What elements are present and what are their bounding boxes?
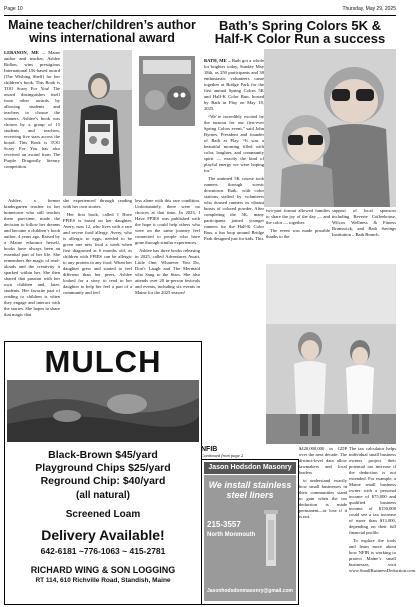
mulch-loam: Screened Loam <box>65 509 141 520</box>
masonry-phone: 215-3557 <box>207 520 241 529</box>
left-col-3: less alone with this rare condition. Unfortunately, there were no choices at that time. In 2023, I Have FPIES was published with the hope it could help others who were on the same journey feel connected to people who have gone through similar experiences. Ashlee has three books releasing in 2025, called Adventures Await, Little One; Whatever You Do, Don’t Laugh and The Mermaid who Sang to the Stars. She also attends over 20 in-person festivals and events, including six events in Maine for the 2025 season! <box>135 198 200 295</box>
nfib-headline: NFIB <box>201 446 218 453</box>
color-run-kids-photo <box>266 264 396 444</box>
left-headline: Maine teacher/children’s author wins international award <box>8 18 196 45</box>
header-rule <box>4 15 396 16</box>
left-col-1: LEBANON, ME – Maine author and teacher, Ashlee Ridlon, wins prestigious International UK-based award (The Wishing Shelf) for her children’s book, This Book is TOO Scary For You! The award distinguishes itself from other awards by allowing students and teachers to choose the winners. Ashlee’s book was chosen by a group of 15 students and teachers, receiving five stars across the board. This Book is TOO Scary For You has also received an award from The Purple Dragonfly literary competition. <box>4 50 60 169</box>
mulch-title: MULCH <box>44 344 162 379</box>
left-dateline: LEBANON, ME – <box>4 50 45 55</box>
author-photo <box>63 50 132 196</box>
mulch-note: (all natural) <box>76 490 130 501</box>
right-headline: Bath’s Spring Colors 5K & Half-K Color Run a success <box>214 18 386 46</box>
mulch-product-3: Reground Chip: $40/yard <box>40 475 166 487</box>
page-number: Page 10 <box>4 6 23 12</box>
right-col-3: support of local sponsors including Reverie Coffeehouse, Wilcox Wellness & Fitness Brunswick, and Bath Savings Institution – Bath Branch. <box>332 208 396 237</box>
mulch-photo <box>7 380 199 442</box>
left-col-2: she experienced through reading with her own stories. Her first book, called I Have FPIES is based on her daughter, Avery, now 12, who lives with a rare and severe food allergy. Avery, who is allergic to eggs, needed to be given one new food a week when first diagnosed at 6 months old, as children with FPIES can be allergic to any protein in any food. When her daughter grew and started to feel different than her peers, Ashlee looked for a story to read to her daughter to help her feel a part of a community and feel <box>63 198 132 295</box>
right-col-1: BATH, ME – Bath got a whole lot brighter today, Sunday May 18th, as 250 participants and 30 enthusiastic volunteers came together at Bridge Park for the first annual Spring Colors 5K and Half-K Color Run, hosted by Bath in Play on May 18, 2025. “We’re incredibly excited by the turnout for our first-ever Spring Colors event,” said John Byrnes, President and founder of Bath at Play. “It was a beautiful morning filled with color, laughter, and community spirit — exactly the kind of playful energy we were hoping for.” The untimed 5K course took runners through scenic downtown Bath, with color stations staffed by volunteers who doused runners in vibrant bursts of colored powder. After completing the 5K, many participants joined younger runners for the Half-K Color Run, a fun loop around Bridge Park designed just for kids. This <box>204 58 264 241</box>
masonry-title: Jason Hodsdon Masonry <box>204 462 296 474</box>
book-cover-photo <box>135 50 200 196</box>
chimney-liner-icon <box>260 510 282 570</box>
mulch-delivery: Delivery Available! <box>41 527 165 543</box>
issue-date: Thursday, May 29, 2025 <box>342 6 396 12</box>
nfib-col-3: The tax calculator helps individual small business owners project their potential tax increase if the deduction is not extended. For example, a Maine small business owner with a personal income of $75,000 and qualified business income of $150,000 could see a tax increase of more than $13,000, depending on their full financial profile. To explore the tools and learn more about how NFIB is working to protect Maine’s small businesses, visit www.SmallBusinessDeduction.com. <box>349 446 416 573</box>
mulch-address: RT 114, 610 Richville Road, Standish, Maine <box>35 577 171 584</box>
left-col-1-rest: Ashlee, a former kindergarten teacher in her hometown who still teaches there part-time, made the decision to follow her dreams and become a children’s book author, 4 years ago. Raised by a Maine educator herself, books have always been an essential part of her life. She remembers the magic of read-alouds and the creativity it sparked within her. She then shared that passion with her own children and, later, students. Her favorite part of reading to children is when they engage and interact with the stories. She hopes to share that magic that <box>4 198 60 317</box>
mulch-advertisement <box>4 341 202 605</box>
nfib-col-2: $420,000,000 in GDP over the next decade. The distinct-level data allow lawmakers and local leaders to understand exactly how small businesses in their communities stand to gain when the tax deduction is made permanent—or lose if it is not. <box>299 446 347 519</box>
mulch-product-2: Playground Chips $25/yard <box>35 462 171 474</box>
nfib-continued: Continued from page 2 <box>201 453 244 458</box>
masonry-email: Jasonhodsdonmasonry@gmail.com <box>206 588 293 594</box>
mulch-phones: 642-6181 ~776-1063 ~ 415-2781 <box>40 546 166 556</box>
masonry-tagline: We install stainless steel liners <box>208 480 292 500</box>
right-dateline: BATH, ME – <box>204 58 231 63</box>
masonry-location: North Monmouth <box>207 532 256 538</box>
masonry-advertisement <box>201 459 299 605</box>
mulch-product-1: Black-Brown $45/yard <box>48 449 158 461</box>
mulch-company: RICHARD WING & SON LOGGING <box>30 565 176 575</box>
right-col-2: two-part format allowed families to share the joy of the day — and the color — together. The event was made possible thanks to the <box>266 208 330 239</box>
